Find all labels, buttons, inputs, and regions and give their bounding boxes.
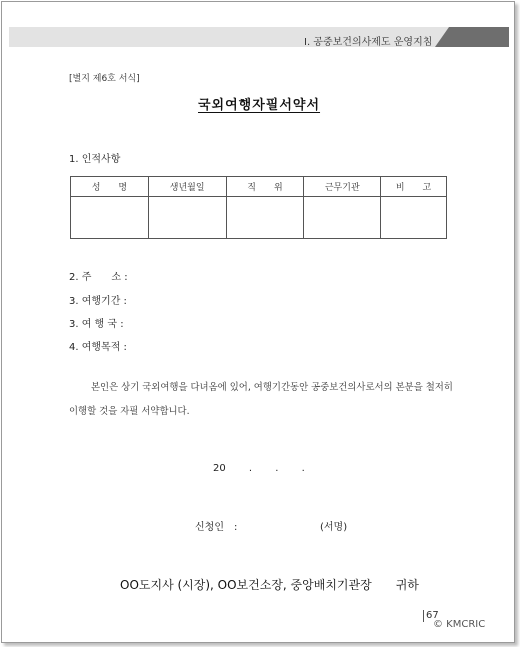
section-personal-info: 1. 인적사항 [69,154,121,165]
cell-birthdate[interactable] [148,197,226,239]
cell-position[interactable] [226,197,304,239]
form-number: [별지 제6호 서식] [69,74,140,84]
page-number: 67 [426,610,439,621]
header-position: 직 위 [226,177,304,197]
header-remarks: 비 고 [381,177,447,197]
section-address: 2. 주 소 : [69,272,128,283]
cell-remarks[interactable] [381,197,447,239]
page-number-divider [423,610,424,622]
header-title: I. 공중보건의사제도 운영지침 [304,37,433,48]
pledge-text: 본인은 상기 국외여행을 다녀옴에 있어, 여행기간동안 공중보건의사로서의 본분을 철저히 이행할 것을 자필 서약합니다. [69,382,453,417]
addressee-line: OO도지사 (시장), OO보건소장, 중앙배치기관장 귀하 [120,578,419,592]
document-title: 국외여행자필서약서 [198,98,321,113]
cell-name[interactable] [71,197,149,239]
section-travel-period: 3. 여행기간 : [69,296,127,307]
header-tab [435,27,509,47]
table-header-row [71,177,447,197]
signature-label: (서명) [320,522,348,533]
header-birthdate: 생년월일 [148,177,226,197]
section-travel-purpose: 4. 여행목적 : [69,342,127,353]
table-row [71,197,447,239]
section-travel-country: 3. 여 행 국 : [69,319,124,330]
watermark: © KMCRIC [433,619,486,630]
cell-workplace[interactable] [304,197,381,239]
header-band [9,27,509,47]
personal-info-table [70,176,447,239]
header-workplace: 근무기관 [304,177,381,197]
header-name: 성 명 [71,177,149,197]
applicant-label: 신청인 : [195,522,238,533]
date-line: 20 . . . [213,463,305,474]
